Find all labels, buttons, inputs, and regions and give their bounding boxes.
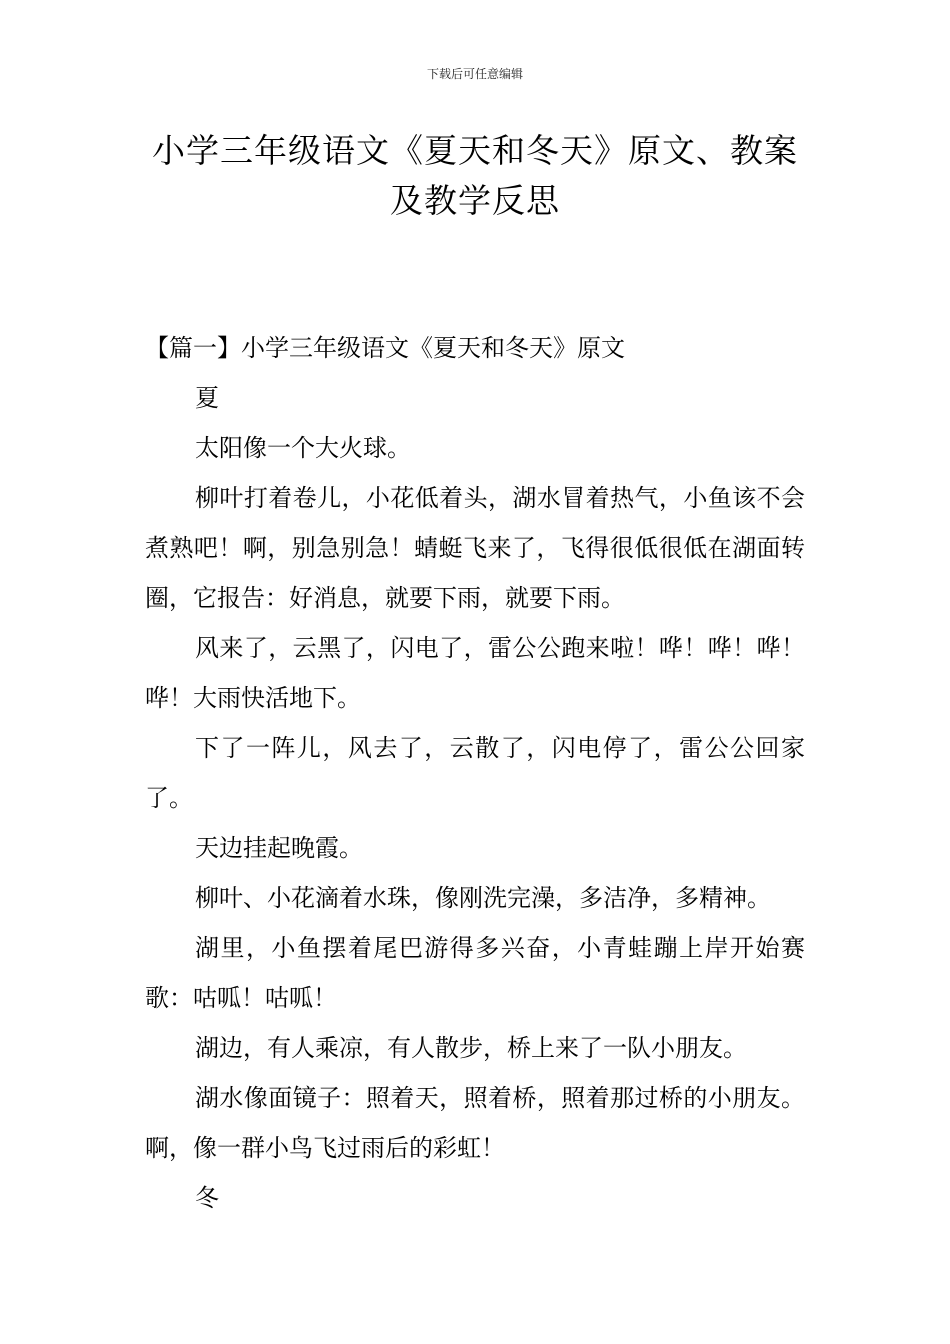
- section-heading: 【篇一】小学三年级语文《夏天和冬天》原文: [145, 334, 625, 362]
- paragraph: 湖里，小鱼摆着尾巴游得多兴奋，小青蛙蹦上岸开始赛歌：咕呱！咕呱！: [145, 934, 805, 1012]
- paragraph: 柳叶、小花滴着水珠，像刚洗完澡，多洁净，多精神。: [195, 884, 771, 912]
- paragraph: 夏: [195, 384, 219, 412]
- paragraph: 湖边，有人乘凉，有人散步，桥上来了一队小朋友。: [195, 1034, 747, 1062]
- header-note: 下载后可任意编辑: [426, 67, 523, 81]
- paragraph: 湖水像面镜子：照着天，照着桥，照着那过桥的小朋友。啊，像一群小鸟飞过雨后的彩虹！: [145, 1084, 805, 1162]
- paragraph: 下了一阵儿，风去了，云散了，闪电停了，雷公公回家了。: [145, 734, 805, 812]
- paragraph: 柳叶打着卷儿，小花低着头，湖水冒着热气，小鱼该不会煮熟吧！啊，别急别急！蜻蜓飞来了，飞得很低很低在湖面转圈，它报告：好消息，就要下雨，就要下雨。: [145, 484, 805, 612]
- paragraph: 天边挂起晚霞。: [195, 834, 363, 862]
- document-title: 小学三年级语文《夏天和冬天》原文、教案及教学反思: [152, 131, 798, 220]
- document-body: [145, 323, 805, 1223]
- paragraph: 冬: [195, 1184, 219, 1212]
- paragraph: 风来了，云黑了，闪电了，雷公公跑来啦！哗！哗！哗！哗！大雨快活地下。: [145, 634, 805, 712]
- paragraph: 太阳像一个大火球。: [195, 434, 411, 462]
